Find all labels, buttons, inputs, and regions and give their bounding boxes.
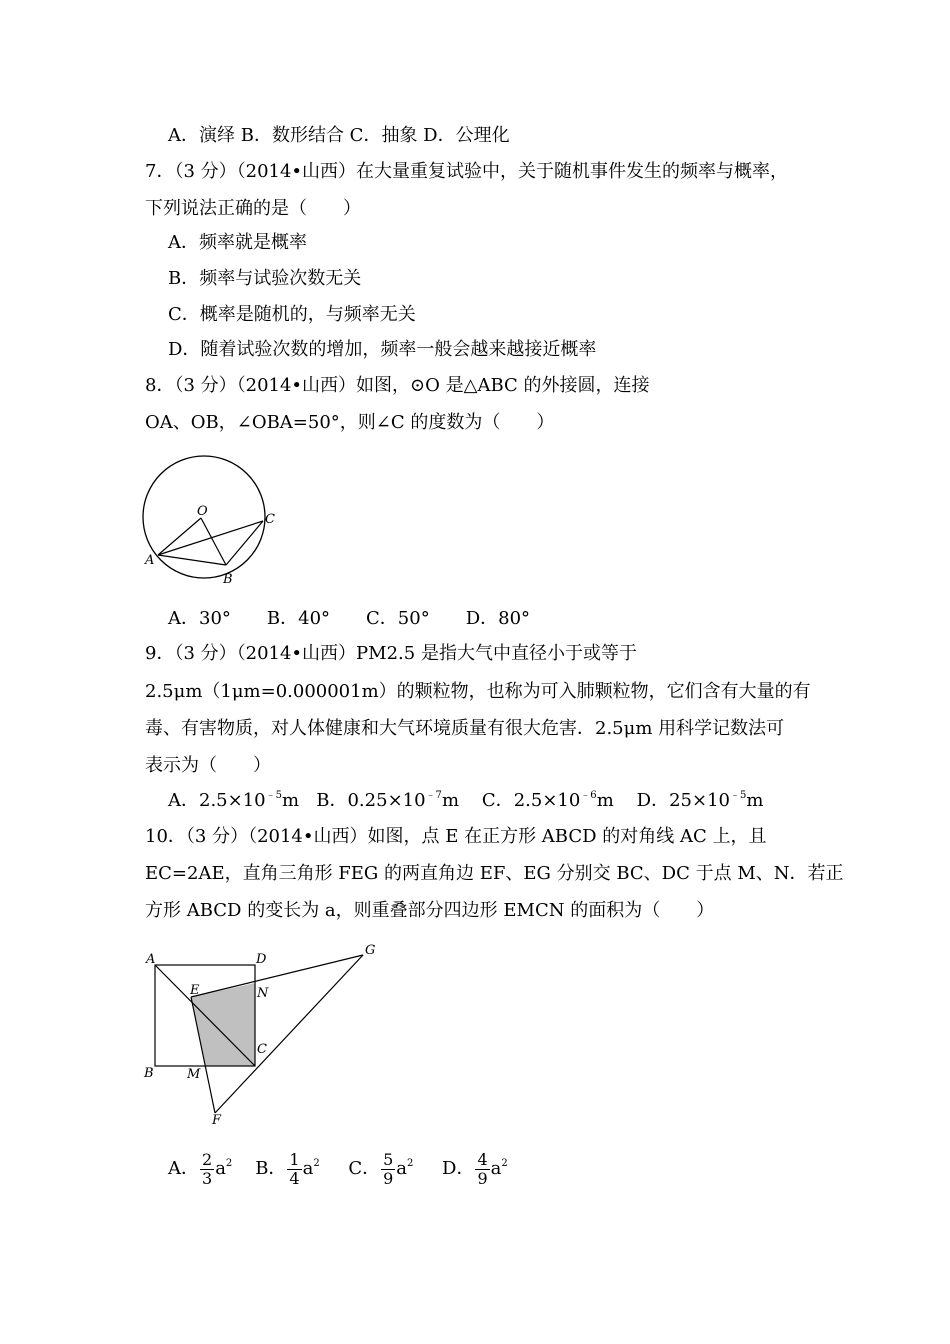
q9-stem-line1: 9．（3 分）（2014•山西）PM2.5 是指大气中直径小于或等于 bbox=[145, 643, 637, 664]
label-c: C bbox=[257, 1042, 267, 1057]
q9-options bbox=[168, 789, 763, 813]
q9-option-a: A．$2.5\times 10^{﹣5}m$ bbox=[168, 790, 300, 811]
q9-option-b: B．$0.25\times 10^{﹣7}m$ bbox=[316, 790, 460, 811]
label-f: F bbox=[212, 1113, 222, 1128]
segment-oa bbox=[158, 518, 201, 555]
label-d: D bbox=[256, 952, 267, 967]
q7-option-a: A．频率就是概率 bbox=[168, 232, 307, 253]
q10-options bbox=[168, 1150, 508, 1188]
q9-stem-line2: 2.5μm（1μm=0.000001m）的颗粒物，也称为可入肺颗粒物，它们含有大量的有 bbox=[145, 681, 811, 702]
q8-circle-figure bbox=[135, 448, 285, 593]
q10-option-c: C． $\frac{5}{9}$ $a^2$ bbox=[348, 1149, 414, 1188]
shaded-quadrilateral-emcn bbox=[191, 983, 255, 1066]
q6-options: A．演绎 B．数形结合 C．抽象 D．公理化 bbox=[168, 125, 510, 146]
q9-option-c: C．$2.5\times 10^{﹣6}m$ bbox=[481, 790, 614, 811]
label-c: C bbox=[265, 512, 275, 527]
label-g: G bbox=[365, 943, 376, 958]
q7-option-c: C．概率是随机的，与频率无关 bbox=[168, 304, 416, 325]
q7-option-d: D．随着试验次数的增加，频率一般会越来越接近概率 bbox=[168, 339, 597, 360]
label-o: O bbox=[197, 504, 208, 519]
label-e: E bbox=[190, 983, 200, 998]
q7-stem-line1: 7．（3 分）（2014•山西）在大量重复试验中，关于随机事件发生的频率与概率， bbox=[145, 161, 789, 182]
label-m: M bbox=[187, 1067, 201, 1082]
label-b: B bbox=[144, 1066, 154, 1081]
q7-stem-line2: 下列说法正确的是（ ） bbox=[145, 198, 361, 219]
q8-stem-line2: OA、OB，∠OBA=50°，则∠C 的度数为（ ） bbox=[145, 412, 555, 433]
q9-option-d: D．$25\times 10^{﹣5}m$ bbox=[636, 790, 764, 811]
q10-option-d: D． $\frac{4}{9}$ $a^2$ bbox=[442, 1149, 508, 1188]
segment-ac bbox=[158, 521, 263, 555]
segment-ab bbox=[158, 555, 226, 565]
q10-option-b: B． $\frac{1}{4}$ $a^2$ bbox=[255, 1149, 320, 1188]
q10-stem-line3: 方形 ABCD 的变长为 a，则重叠部分四边形 EMCN 的面积为（ ） bbox=[145, 900, 715, 921]
label-a: A bbox=[146, 952, 156, 967]
q10-option-a: A． $\frac{2}{3}$ $a^2$ bbox=[168, 1149, 233, 1188]
q8-stem-line1: 8．（3 分）（2014•山西）如图，⊙O 是△ABC 的外接圆，连接 bbox=[145, 375, 650, 396]
segment-ob bbox=[201, 518, 226, 565]
q7-option-b: B．频率与试验次数无关 bbox=[168, 268, 362, 289]
leg-eg bbox=[191, 955, 363, 997]
q9-stem-line3: 毒、有害物质，对人体健康和大气环境质量有很大危害．2.5μm 用科学记数法可 bbox=[145, 718, 785, 739]
q10-stem-line1: 10．（3 分）（2014•山西）如图，点 E 在正方形 ABCD 的对角线 AC 上，且 bbox=[145, 826, 767, 847]
q9-stem-line4: 表示为（ ） bbox=[145, 755, 271, 776]
q8-options: A．30° B．40° C．50° D．80° bbox=[168, 608, 531, 629]
q10-stem-line2: EC=2AE，直角三角形 FEG 的两直角边 EF、EG 分别交 BC、DC 于点 M、N．若正 bbox=[145, 863, 844, 884]
label-n: N bbox=[257, 986, 269, 1001]
label-a: A bbox=[145, 553, 155, 568]
label-b: B bbox=[223, 572, 233, 587]
q10-square-figure bbox=[135, 935, 385, 1130]
